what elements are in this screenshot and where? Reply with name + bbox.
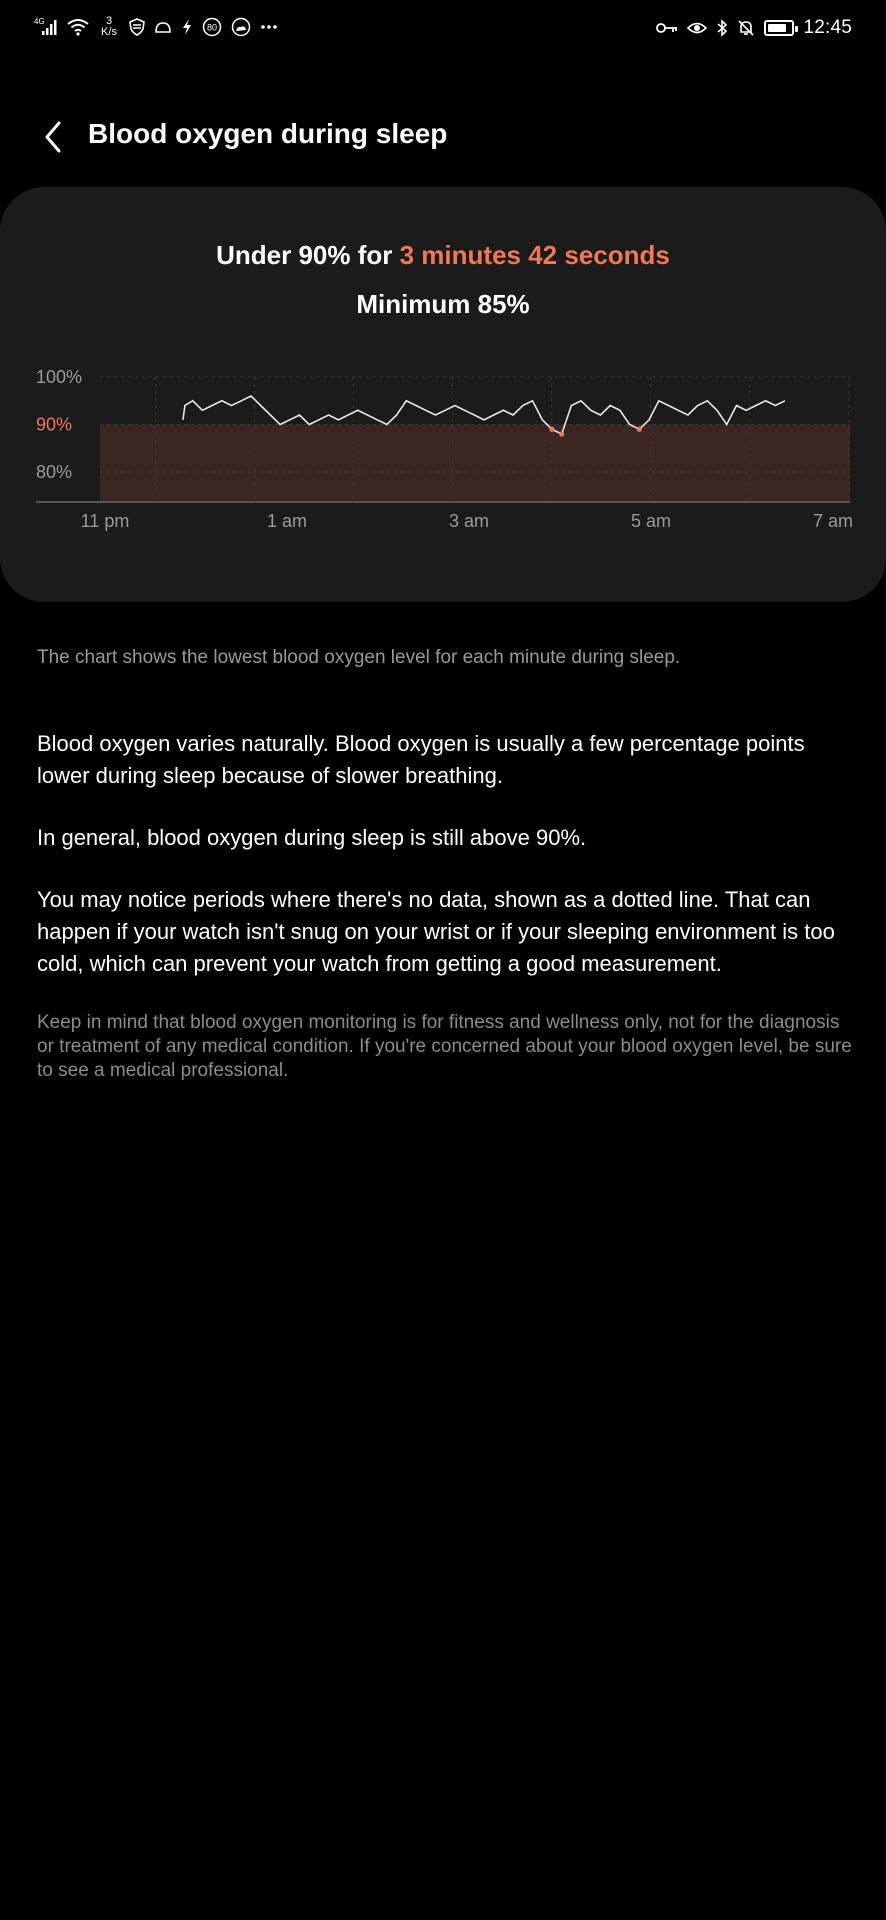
chevron-left-icon — [42, 120, 64, 154]
circle-badge-text: 80 — [206, 22, 218, 33]
x-tick-label-2: 3 am — [448, 511, 490, 531]
under-threshold-summary — [0, 240, 886, 271]
below-threshold-band — [100, 425, 850, 503]
circle-badge-icon — [202, 17, 222, 37]
x-tick-label-3: 5 am — [630, 511, 672, 531]
under-threshold-prefix: Under 90% for — [216, 240, 400, 270]
battery-fill — [768, 24, 786, 32]
bluetooth-icon — [716, 19, 728, 37]
network-type-label: 4G — [34, 17, 45, 26]
under-threshold-duration: 3 minutes 42 seconds — [399, 240, 670, 270]
y-tick-label-0: 100% — [36, 367, 83, 387]
network-speed-unit: K/s — [101, 26, 117, 38]
info-paragraph-3: You may notice periods where there's no data, shown as a dotted line. That can happen if your watch isn't snug on your wrist or if your sleeping environment is too cold, which can prevent your watch from getting a good measurement. — [37, 887, 835, 976]
x-tick-label-0: 11 pm — [80, 511, 130, 531]
cloud-icon — [231, 17, 251, 37]
network-speed-value: 3 — [105, 15, 113, 27]
minimum-summary: Minimum 85% — [356, 289, 530, 319]
info-paragraph-2: In general, blood oxygen during sleep is still above 90%. — [37, 825, 587, 850]
more-notifications-icon — [260, 24, 278, 30]
header — [0, 108, 886, 166]
back-button[interactable] — [30, 114, 76, 160]
status-right-group — [656, 17, 852, 39]
dome-icon — [154, 20, 172, 34]
network-speed — [98, 16, 120, 38]
page-title: Blood oxygen during sleep — [88, 118, 448, 149]
bell-muted-icon — [737, 19, 755, 37]
key-icon — [656, 21, 678, 35]
blood-oxygen-chart — [0, 357, 886, 597]
cellular-signal-icon — [34, 17, 58, 37]
eye-icon — [687, 21, 707, 35]
battery-tip — [795, 26, 798, 32]
status-bar — [0, 0, 886, 62]
below-threshold-point-48 — [637, 427, 642, 432]
shield-icon — [129, 18, 145, 36]
lightning-icon — [181, 18, 193, 36]
below-threshold-point-39 — [549, 427, 554, 432]
x-tick-label-1: 1 am — [266, 511, 308, 531]
summary-chart-card — [0, 187, 886, 602]
below-threshold-point-40 — [559, 431, 564, 436]
status-time: 12:45 — [803, 17, 852, 38]
y-tick-label-1: 90% — [36, 414, 73, 435]
y-tick-label-2: 80% — [36, 462, 73, 482]
x-tick-label-4: 7 am — [812, 511, 854, 531]
battery-icon — [764, 20, 794, 36]
wifi-icon — [67, 18, 89, 36]
chart-caption: The chart shows the lowest blood oxygen level for each minute during sleep. — [37, 647, 681, 668]
status-left-group — [34, 16, 278, 38]
info-paragraph-1: Blood oxygen varies naturally. Blood oxygen is usually a few percentage points lower during sleep because of slower breathing. — [37, 731, 805, 788]
medical-disclaimer: Keep in mind that blood oxygen monitoring is for fitness and wellness only, not for the diagnosis or treatment of any medical condition. If you're concerned about your blood oxygen level, be sure to see a medical professional. — [37, 1012, 852, 1081]
